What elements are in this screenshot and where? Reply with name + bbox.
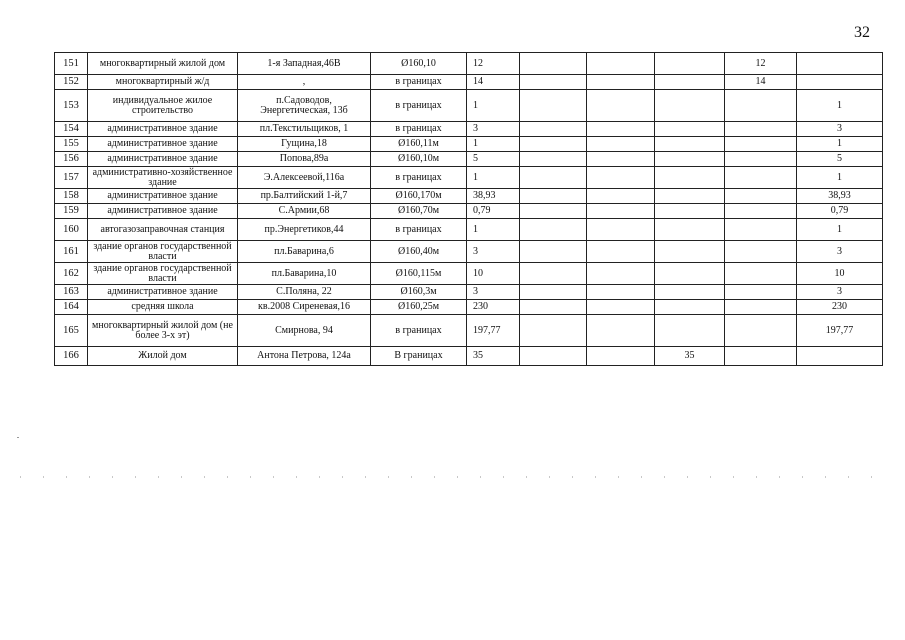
table-row xyxy=(55,241,883,263)
load-value-cell: 1 xyxy=(467,137,520,152)
pipe-diameter-cell: в границах xyxy=(371,90,467,122)
col-9-cell xyxy=(725,263,797,285)
table-body xyxy=(55,53,883,366)
load-value-cell: 3 xyxy=(467,241,520,263)
table-row xyxy=(55,263,883,285)
col-10-cell: 38,93 xyxy=(797,189,883,204)
object-type-cell: Жилой дом xyxy=(88,347,238,366)
col-10-cell xyxy=(797,347,883,366)
col-8-cell xyxy=(655,300,725,315)
object-address-cell: пл.Баварина,6 xyxy=(238,241,371,263)
load-value-cell: 3 xyxy=(467,122,520,137)
col-10-cell xyxy=(797,53,883,75)
row-number-cell: 164 xyxy=(55,300,88,315)
table-row xyxy=(55,53,883,75)
object-type-cell: многоквартирный жилой дом (не более 3-х эт) xyxy=(88,315,238,347)
col-7-cell xyxy=(587,204,655,219)
col-6-cell xyxy=(520,122,587,137)
load-value-cell: 10 xyxy=(467,263,520,285)
load-value-cell: 1 xyxy=(467,167,520,189)
table-row xyxy=(55,152,883,167)
row-number-cell: 155 xyxy=(55,137,88,152)
load-value-cell: 1 xyxy=(467,219,520,241)
col-7-cell xyxy=(587,347,655,366)
object-address-cell: Смирнова, 94 xyxy=(238,315,371,347)
col-9-cell xyxy=(725,167,797,189)
col-10-cell: 0,79 xyxy=(797,204,883,219)
object-type-cell: административное здание xyxy=(88,122,238,137)
object-type-cell: многоквартирный жилой дом xyxy=(88,53,238,75)
pipe-diameter-cell: Ø160,40м xyxy=(371,241,467,263)
col-9-cell xyxy=(725,204,797,219)
col-8-cell xyxy=(655,315,725,347)
row-number-cell: 166 xyxy=(55,347,88,366)
col-7-cell xyxy=(587,285,655,300)
table-row xyxy=(55,189,883,204)
col-7-cell xyxy=(587,122,655,137)
col-7-cell xyxy=(587,189,655,204)
col-7-cell xyxy=(587,152,655,167)
col-9-cell xyxy=(725,241,797,263)
scan-noise-line xyxy=(20,476,880,478)
object-address-cell: С.Армии,68 xyxy=(238,204,371,219)
object-type-cell: многоквартирный ж/д xyxy=(88,75,238,90)
object-type-cell: средняя школа xyxy=(88,300,238,315)
table-row xyxy=(55,204,883,219)
col-8-cell xyxy=(655,152,725,167)
scan-speck xyxy=(17,437,19,438)
col-9-cell xyxy=(725,122,797,137)
col-6-cell xyxy=(520,137,587,152)
pipe-diameter-cell: Ø160,10 xyxy=(371,53,467,75)
row-number-cell: 158 xyxy=(55,189,88,204)
col-9-cell: 14 xyxy=(725,75,797,90)
col-10-cell: 1 xyxy=(797,90,883,122)
col-10-cell: 3 xyxy=(797,122,883,137)
pipe-diameter-cell: Ø160,170м xyxy=(371,189,467,204)
data-table xyxy=(54,52,883,366)
col-6-cell xyxy=(520,90,587,122)
load-value-cell: 1 xyxy=(467,90,520,122)
object-type-cell: административное здание xyxy=(88,137,238,152)
pipe-diameter-cell: Ø160,10м xyxy=(371,152,467,167)
row-number-cell: 157 xyxy=(55,167,88,189)
object-type-cell: административное здание xyxy=(88,189,238,204)
col-7-cell xyxy=(587,90,655,122)
row-number-cell: 161 xyxy=(55,241,88,263)
col-10-cell xyxy=(797,75,883,90)
pipe-diameter-cell: Ø160,115м xyxy=(371,263,467,285)
table-row xyxy=(55,75,883,90)
col-9-cell xyxy=(725,300,797,315)
col-9-cell xyxy=(725,315,797,347)
object-type-cell: здание органов государственной власти xyxy=(88,263,238,285)
object-address-cell: Попова,89а xyxy=(238,152,371,167)
col-8-cell xyxy=(655,75,725,90)
col-8-cell: 35 xyxy=(655,347,725,366)
pipe-diameter-cell: в границах xyxy=(371,75,467,90)
col-9-cell xyxy=(725,347,797,366)
table-row xyxy=(55,300,883,315)
col-10-cell: 1 xyxy=(797,137,883,152)
table-row xyxy=(55,122,883,137)
object-type-cell: административно-хозяйственное здание xyxy=(88,167,238,189)
row-number-cell: 159 xyxy=(55,204,88,219)
col-8-cell xyxy=(655,167,725,189)
table-row xyxy=(55,137,883,152)
col-6-cell xyxy=(520,167,587,189)
col-6-cell xyxy=(520,152,587,167)
col-10-cell: 1 xyxy=(797,219,883,241)
object-type-cell: административное здание xyxy=(88,204,238,219)
row-number-cell: 160 xyxy=(55,219,88,241)
col-6-cell xyxy=(520,53,587,75)
col-7-cell xyxy=(587,219,655,241)
row-number-cell: 162 xyxy=(55,263,88,285)
col-9-cell xyxy=(725,189,797,204)
col-6-cell xyxy=(520,189,587,204)
col-9-cell xyxy=(725,152,797,167)
object-address-cell: пл.Текстильщиков, 1 xyxy=(238,122,371,137)
object-address-cell: пр.Балтийский 1-й,7 xyxy=(238,189,371,204)
col-6-cell xyxy=(520,204,587,219)
load-value-cell: 3 xyxy=(467,285,520,300)
load-value-cell: 14 xyxy=(467,75,520,90)
pipe-diameter-cell: в границах xyxy=(371,122,467,137)
pipe-diameter-cell: Ø160,70м xyxy=(371,204,467,219)
col-8-cell xyxy=(655,53,725,75)
object-address-cell: Антона Петрова, 124а xyxy=(238,347,371,366)
object-type-cell: здание органов государственной власти xyxy=(88,241,238,263)
col-9-cell xyxy=(725,219,797,241)
load-value-cell: 35 xyxy=(467,347,520,366)
col-7-cell xyxy=(587,167,655,189)
col-7-cell xyxy=(587,137,655,152)
col-9-cell: 12 xyxy=(725,53,797,75)
col-7-cell xyxy=(587,75,655,90)
pipe-diameter-cell: в границах xyxy=(371,167,467,189)
col-6-cell xyxy=(520,263,587,285)
col-8-cell xyxy=(655,204,725,219)
col-8-cell xyxy=(655,90,725,122)
object-type-cell: административное здание xyxy=(88,285,238,300)
load-value-cell: 197,77 xyxy=(467,315,520,347)
col-8-cell xyxy=(655,189,725,204)
col-10-cell: 3 xyxy=(797,241,883,263)
col-8-cell xyxy=(655,122,725,137)
object-address-cell: пр.Энергетиков,44 xyxy=(238,219,371,241)
row-number-cell: 153 xyxy=(55,90,88,122)
col-7-cell xyxy=(587,315,655,347)
col-10-cell: 197,77 xyxy=(797,315,883,347)
object-address-cell: С.Поляна, 22 xyxy=(238,285,371,300)
col-10-cell: 3 xyxy=(797,285,883,300)
col-7-cell xyxy=(587,241,655,263)
row-number-cell: 165 xyxy=(55,315,88,347)
table-row xyxy=(55,285,883,300)
col-8-cell xyxy=(655,219,725,241)
col-8-cell xyxy=(655,285,725,300)
col-8-cell xyxy=(655,137,725,152)
col-7-cell xyxy=(587,263,655,285)
table-row xyxy=(55,347,883,366)
object-address-cell: Э.Алексеевой,116а xyxy=(238,167,371,189)
col-9-cell xyxy=(725,285,797,300)
col-6-cell xyxy=(520,315,587,347)
row-number-cell: 152 xyxy=(55,75,88,90)
col-7-cell xyxy=(587,300,655,315)
col-6-cell xyxy=(520,75,587,90)
load-value-cell: 5 xyxy=(467,152,520,167)
object-type-cell: автогазозаправочная станция xyxy=(88,219,238,241)
col-8-cell xyxy=(655,263,725,285)
row-number-cell: 151 xyxy=(55,53,88,75)
col-10-cell: 1 xyxy=(797,167,883,189)
load-value-cell: 38,93 xyxy=(467,189,520,204)
pipe-diameter-cell: в границах xyxy=(371,219,467,241)
col-9-cell xyxy=(725,90,797,122)
pipe-diameter-cell: в границах xyxy=(371,315,467,347)
object-address-cell: , xyxy=(238,75,371,90)
col-10-cell: 230 xyxy=(797,300,883,315)
load-value-cell: 12 xyxy=(467,53,520,75)
object-address-cell: кв.2008 Сиреневая,16 xyxy=(238,300,371,315)
table-row xyxy=(55,167,883,189)
object-address-cell: пл.Баварина,10 xyxy=(238,263,371,285)
load-value-cell: 230 xyxy=(467,300,520,315)
object-type-cell: индивидуальное жилое строительство xyxy=(88,90,238,122)
row-number-cell: 156 xyxy=(55,152,88,167)
col-6-cell xyxy=(520,219,587,241)
load-value-cell: 0,79 xyxy=(467,204,520,219)
pipe-diameter-cell: Ø160,3м xyxy=(371,285,467,300)
object-address-cell: Гущина,18 xyxy=(238,137,371,152)
col-10-cell: 5 xyxy=(797,152,883,167)
table-row xyxy=(55,219,883,241)
col-9-cell xyxy=(725,137,797,152)
pipe-diameter-cell: Ø160,25м xyxy=(371,300,467,315)
row-number-cell: 154 xyxy=(55,122,88,137)
col-6-cell xyxy=(520,347,587,366)
object-type-cell: административное здание xyxy=(88,152,238,167)
col-10-cell: 10 xyxy=(797,263,883,285)
col-6-cell xyxy=(520,241,587,263)
col-7-cell xyxy=(587,53,655,75)
object-address-cell: п.Садоводов, Энергетическая, 13б xyxy=(238,90,371,122)
col-6-cell xyxy=(520,300,587,315)
table-row xyxy=(55,90,883,122)
pipe-diameter-cell: В границах xyxy=(371,347,467,366)
col-6-cell xyxy=(520,285,587,300)
row-number-cell: 163 xyxy=(55,285,88,300)
table-row xyxy=(55,315,883,347)
page-number: 32 xyxy=(854,24,870,41)
pipe-diameter-cell: Ø160,11м xyxy=(371,137,467,152)
col-8-cell xyxy=(655,241,725,263)
object-address-cell: 1-я Западная,46В xyxy=(238,53,371,75)
